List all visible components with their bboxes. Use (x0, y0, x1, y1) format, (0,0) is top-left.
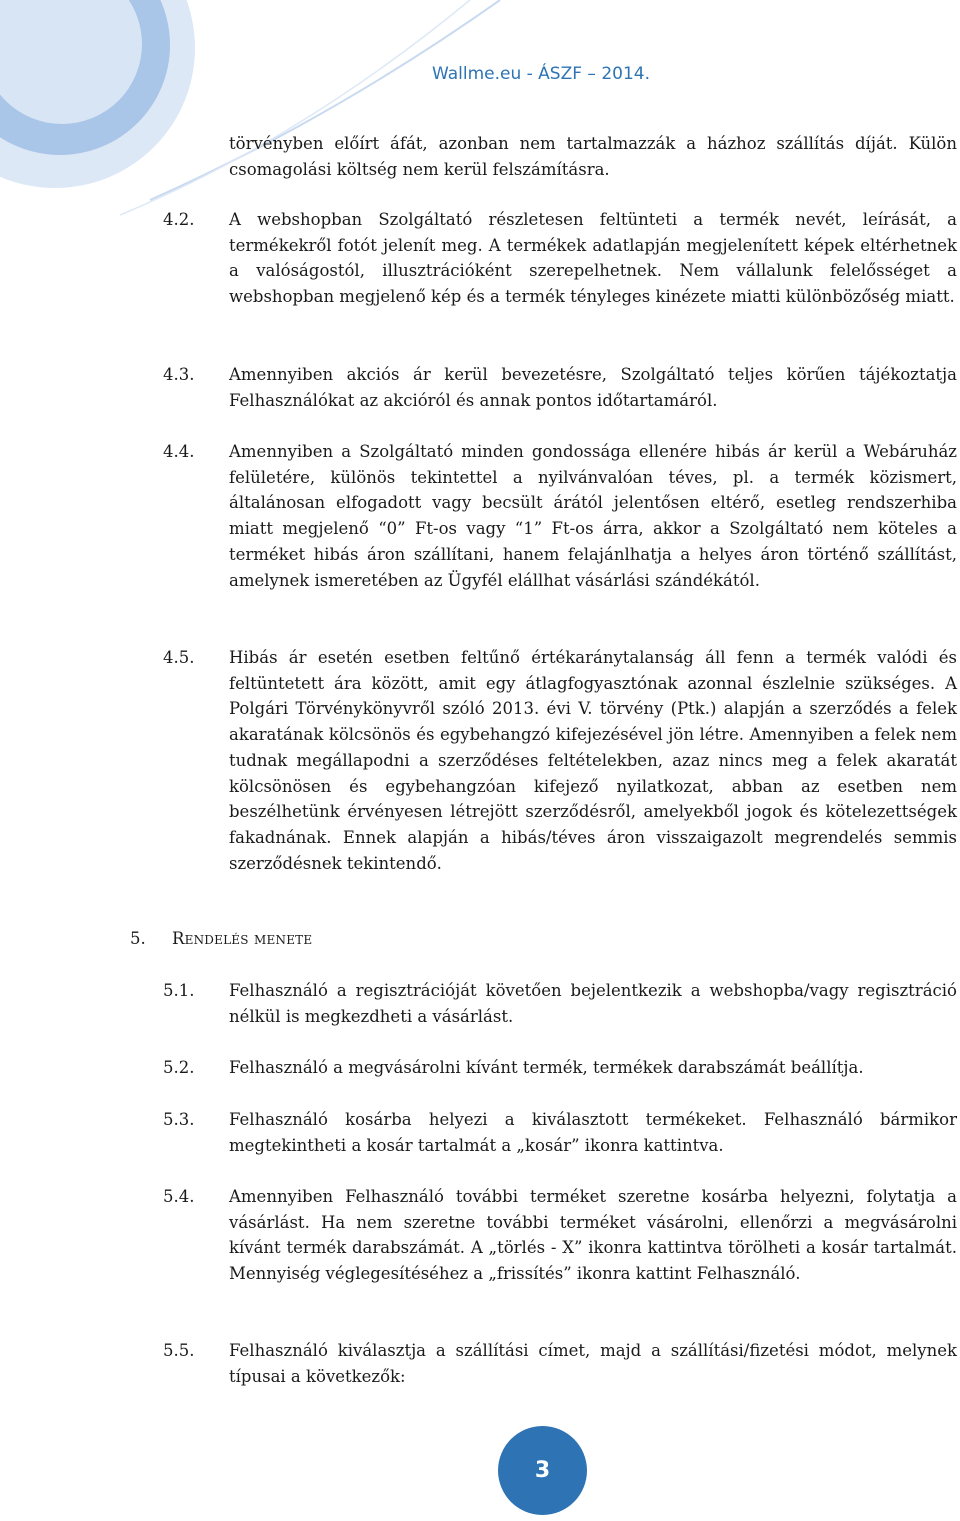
header-title: Wallme.eu - ÁSZF – 2014. (431, 64, 650, 84)
header-decoration (0, 0, 520, 230)
section-heading (130, 926, 312, 952)
paragraph-text: Amennyiben Felhasználó további terméket szeretne kosárba helyezni, folytatja a vásárlást. Ha nem szeretne további terméket vásárolni, ellenőrzi a megvásárolni kívánt termék darabszámát. A „törlés - X” ikonra kattintva törölheti a kosár tartalmát. Mennyiség véglegesítéséhez a „frissítés” ikonra kattint Felhasználó. (229, 1187, 957, 1284)
paragraph-text: törvényben előírt áfát, azonban nem tartalmazzák a házhoz szállítás díját. Külön csomagolási költség nem kerül felszámításra. (229, 134, 957, 179)
paragraph-text: Felhasználó kiválasztja a szállítási címet, majd a szállítási/fizetési módot, melynek típusai a következők: (229, 1341, 957, 1386)
paragraph-text: Felhasználó a regisztrációját követően bejelentkezik a webshopba/vagy regisztráció nélkül is megkezdheti a vásárlást. (229, 981, 957, 1026)
paragraph-text: A webshopban Szolgáltató részletesen feltünteti a termék nevét, leírását, a termékekről fotót jelenít meg. A termékek adatlapján megjelenített képek eltérhetnek a valóságostól, illusztrációként szerepelhetnek. Nem vállalunk felelősséget a webshopban megjelenő kép és a termék tényleges kinézete miatti különbözőség miatt. (229, 210, 957, 307)
section-number: 5. (130, 929, 146, 948)
paragraph-number: 5.5. (163, 1341, 195, 1360)
page-number-badge (498, 1426, 587, 1515)
paragraph-text: Felhasználó kosárba helyezi a kiválasztott termékeket. Felhasználó bármikor megtekintheti a kosár tartalmát a „kosár” ikonra kattintva. (229, 1110, 957, 1155)
paragraph-number: 4.4. (163, 442, 195, 461)
paragraph-number: 4.3. (163, 365, 195, 384)
paragraph-number: 5.2. (163, 1058, 195, 1077)
paragraph-number: 5.4. (163, 1187, 195, 1206)
paragraph-number: 5.1. (163, 981, 195, 1000)
paragraph-number: 4.2. (163, 210, 195, 229)
section-title: Rendelés menete (172, 929, 313, 948)
page-number: 3 (534, 1458, 551, 1483)
paragraph-text: Amennyiben a Szolgáltató minden gondossága ellenére hibás ár kerül a Webáruház felületére, különös tekintettel a nyilvánvalóan téves, pl. a termék közismert, általánosan elfogadott vagy becsült árától jelentősen eltérő, esetleg rendszerhiba miatt megjelenő “0” Ft-os vagy “1” Ft-os árra, akkor a Szolgáltató nem köteles a terméket hibás áron szállítani, hanem felajánlhatja a helyes áron történő szállítást, amelynek ismeretében az Ügyfél elállhat vásárlási szándékától. (229, 442, 957, 590)
paragraph-text: Hibás ár esetén esetben feltűnő értékaránytalanság áll fenn a termék valódi és feltüntetett ára között, amit egy átlagfogyasztónak azonnal észlelnie szükséges. A Polgári Törvénykönyvről szóló 2013. évi V. törvény (Ptk.) alapján a szerződés a felek akaratának kölcsönös és egybehangzó kifejezésével jön létre. Amennyiben a felek nem tudnak megállapodni a szerződéses feltételekben, azaz nincs meg a felek akaratát kölcsönösen és egybehangzóan kifejező nyilatkozat, abban az esetben nem beszélhetünk érvényesen létrejött szerződésről, amelyekből jogok és kötelezettségek fakadnának. Ennek alapján a hibás/téves áron visszaigazolt megrendelés semmis szerződésnek tekintendő. (229, 648, 957, 873)
paragraph-number: 4.5. (163, 648, 195, 667)
paragraph-text: Felhasználó a megvásárolni kívánt termék, termékek darabszámát beállítja. (229, 1058, 864, 1077)
paragraph-text: Amennyiben akciós ár kerül bevezetésre, Szolgáltató teljes körűen tájékoztatja Felhasználókat az akcióról és annak pontos időtartamáról. (229, 365, 957, 410)
paragraph-number: 5.3. (163, 1110, 195, 1129)
